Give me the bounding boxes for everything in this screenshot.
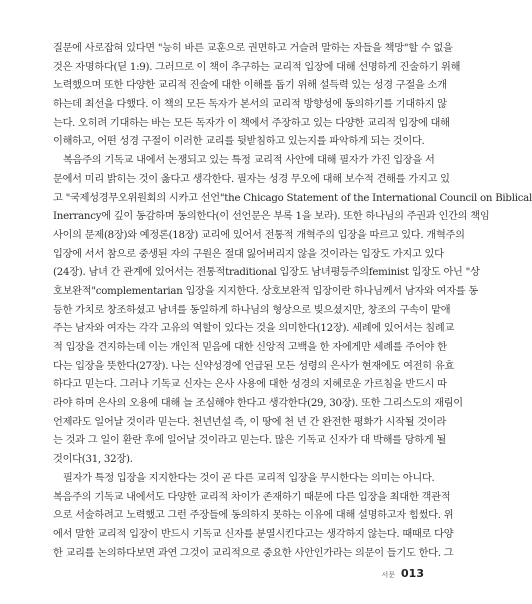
section-label: 서문 [381, 571, 396, 579]
text-line: 는 것과 그 일이 환란 후에 일어날 것이라고 믿는다. 많은 기독교 신자가 대 박해를 당하게 될 [53, 435, 447, 447]
text-line: (24장). 남녀 간 관계에 있어서는 전통적traditional 입장도 남녀평등주의feminist 입장도 아닌 "상 [53, 267, 480, 279]
text-line: 하다고 믿는다. 그러나 기독교 신자는 은사 사용에 대한 성경의 지혜로운 가르침을 반드시 따 [53, 379, 447, 391]
text-line: 사이의 문제(8장)와 예정론(18장) 교리에 있어서 전통적 개혁주의 입장을 따르고 있다. 개혁주의 [53, 229, 465, 241]
paragraph-2 [53, 152, 532, 470]
text-line: 것은 자명하다(딛 1:9). 그러므로 이 책이 추구하는 교리적 입장에 대해 선명하게 진술하기 위해 [53, 61, 461, 73]
page-number: 013 [401, 567, 424, 580]
paragraph-3 [53, 470, 454, 563]
text-line: 이해하고, 어떤 성경 구절이 이러한 교리를 뒷받침하고 있는지를 파악하게 되는 것이다. [53, 136, 425, 148]
page-body [53, 40, 532, 563]
text-line: 하는데 최선을 다했다. 이 책의 모든 독자가 본서의 교리적 방향성에 동의하기를 기대하지 않 [53, 99, 447, 111]
page-footer [382, 567, 425, 580]
text-line: 라야 하며 은사의 오용에 대해 늘 조심해야 한다고 생각한다(29, 30장). 또한 그리스도의 재림이 [53, 398, 463, 410]
text-line: 것이다(31, 32장). [53, 454, 133, 466]
text-line: 으로 서술하려고 노력했고 그런 주장들에 동의하지 못하는 이유에 대해 설명하고자 힘썼다. 위 [53, 510, 454, 522]
text-line: 는다. 오히려 기대하는 바는 모든 독자가 이 책에서 주장하고 있는 다양한 교리적 입장에 대해 [53, 117, 450, 129]
text-line: 에서 말한 교리적 입장이 반드시 기독교 신자를 분열시킨다고는 생각하지 않는다. 때때로 다양 [53, 528, 454, 540]
text-line: 필자가 특정 입장을 지지한다는 것이 곧 다른 교리적 입장을 무시한다는 의미는 아니다. [63, 472, 435, 484]
text-line: 호보완적"complementarian 입장을 지지한다. 상호보완적 입장이란 하나님께서 남자와 여자를 동 [53, 285, 478, 297]
text-line: 노력했으며 또한 다양한 교리적 진술에 대한 이해를 돕기 위해 설득력 있는 성경 구절을 소개 [53, 80, 447, 92]
text-line: 등한 가치로 창조하셨고 남녀를 동일하게 하나님의 형상으로 빚으셨지만, 창조의 구속이 맡애 [53, 304, 451, 316]
text-line: 언제라도 일어날 것이라 믿는다. 천년년설 즉, 이 땅에 천 년 간 완전한 평화가 시작될 것이라 [53, 416, 447, 428]
paragraph-1 [53, 40, 461, 152]
text-line: 한 교리를 논의하다보면 과연 그것이 교리적으로 중요한 사안인가라는 의문이 들기도 한다. 그 [53, 547, 454, 559]
text-line: 복음주의 기독교 내에서 논쟁되고 있는 특정 교리적 사안에 대해 필자가 가진 입장을 서 [63, 155, 435, 167]
text-line: 질문에 사로잡혀 있다면 "능히 바른 교훈으로 권면하고 거슬려 말하는 자들을 책망"할 수 없을 [53, 43, 453, 54]
text-line: 문에서 미리 밝히는 것이 옳다고 생각한다. 필자는 성경 무오에 대해 보수적 견해를 가지고 있 [53, 173, 450, 185]
text-line: 다는 입장을 뜻한다(27장). 나는 신약성경에 언급된 모든 성령의 은사가 현재에도 여전히 유효 [53, 360, 455, 372]
text-line: 적 입장을 견지하는데 이는 개인적 믿음에 대한 신앙적 고백을 한 자에게만 세례를 주어야 한 [53, 342, 447, 353]
text-line: 입장에 서서 참으로 중생된 자의 구원은 절대 잃어버리지 않을 것이라는 입장도 가지고 있다 [53, 248, 444, 260]
text-line: 복음주의 기독교 내에서도 다양한 교리적 차이가 존재하기 때문에 다른 입장을 최대한 객관적 [53, 491, 451, 503]
text-line: Inerrancy에 깊이 동감하며 동의한다(이 선언문은 부록 1을 보라). 또한 하나님의 주권과 인간의 책임 [53, 211, 490, 223]
text-line: 주는 남자와 여자는 각각 고유의 역할이 있다는 것을 의미한다(12장). 세례에 있어서는 침례교 [53, 323, 455, 335]
text-line: 고 "국제성경무오위원회의 시카고 선언"the Chicago Statement of the International Council on Biblical [53, 192, 532, 204]
